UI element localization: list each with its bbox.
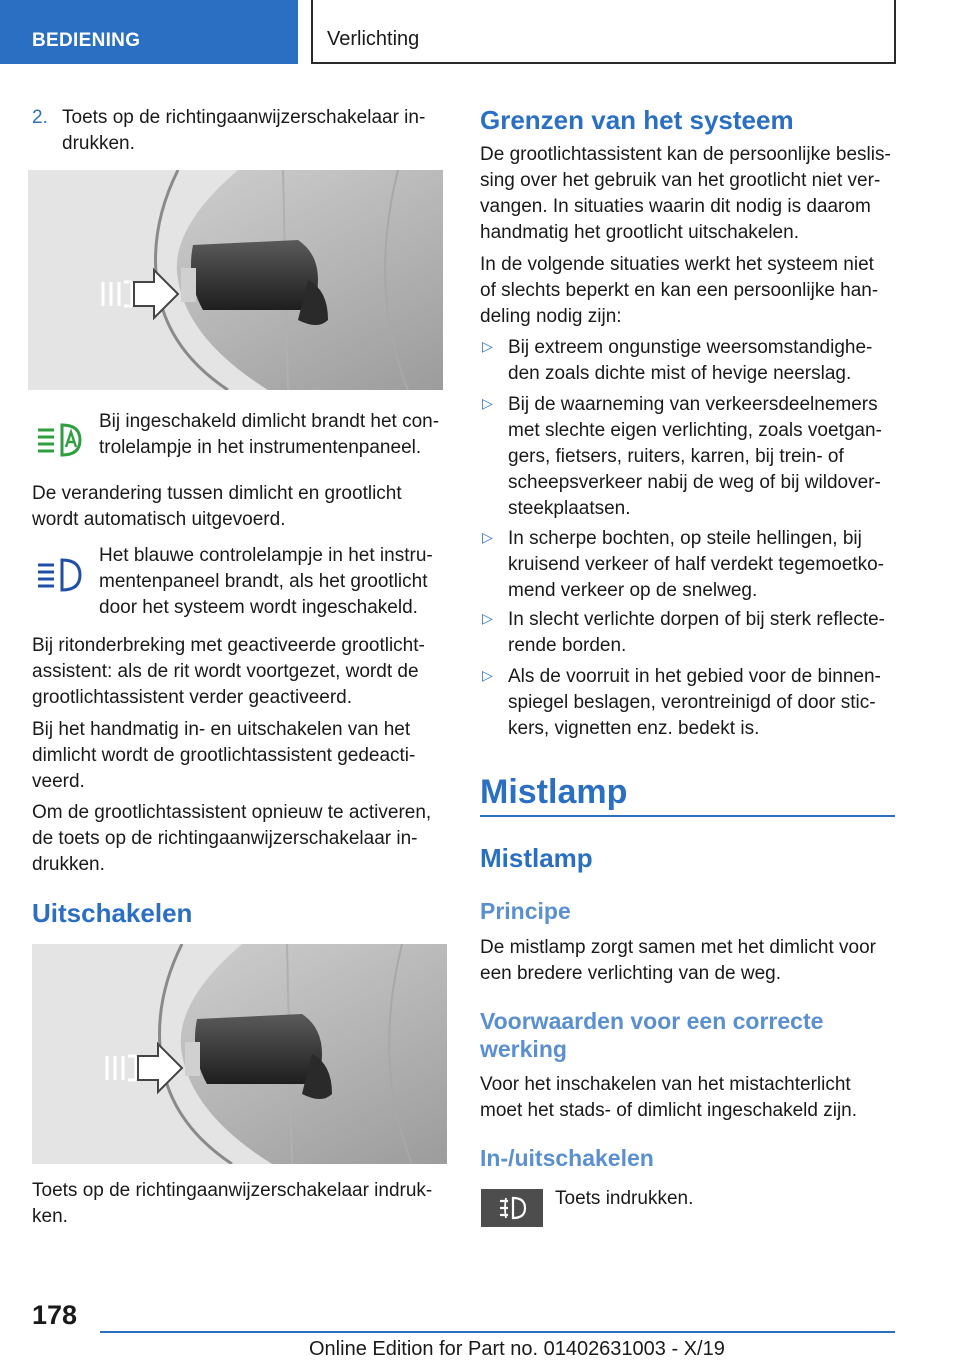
paragraph-line: of slechts beperkt en kan een persoonlijke han‐ bbox=[480, 280, 879, 301]
heading-on-off: In-/uitschakelen bbox=[480, 1145, 654, 1171]
fog-light-icon bbox=[481, 1189, 543, 1227]
list-item-line: Als de voorruit in het gebied voor de binnen‐ bbox=[508, 666, 881, 687]
stalk-switch-photo bbox=[28, 170, 443, 390]
paragraph-line: Om de grootlichtassistent opnieuw te activeren, bbox=[32, 802, 432, 823]
edition-note: Online Edition for Part no. 01402631003 - X/19 bbox=[309, 1338, 725, 1360]
indicator-text: Het blauwe controlelampje in het instru‐ bbox=[99, 545, 433, 566]
paragraph-line: assistent: als de rit wordt voortgezet, wordt de bbox=[32, 661, 419, 682]
heading-switch-off: Uitschakelen bbox=[32, 898, 193, 928]
heading-system-limits: Grenzen van het systeem bbox=[480, 105, 794, 135]
bullet-triangle-icon: ▷ bbox=[482, 667, 493, 683]
list-item-line: Bij de waarneming van verkeersdeelnemers bbox=[508, 394, 878, 415]
footer-rule bbox=[100, 1331, 895, 1333]
list-item-line: rende borden. bbox=[508, 635, 627, 656]
paragraph-line: Voor het inschakelen van het mistachterlicht bbox=[480, 1074, 851, 1095]
bullet-triangle-icon: ▷ bbox=[482, 529, 493, 545]
chapter-title: Verlichting bbox=[327, 28, 420, 50]
page-number: 178 bbox=[32, 1300, 78, 1330]
high-beam-indicator-icon bbox=[36, 557, 84, 593]
bullet-triangle-icon: ▷ bbox=[482, 395, 493, 411]
section-title: BEDIENING bbox=[32, 30, 141, 51]
auto-high-beam-icon bbox=[36, 422, 84, 458]
heading-principle: Principe bbox=[480, 898, 571, 924]
section-heading-foglamp: Mistlamp bbox=[480, 843, 593, 873]
paragraph-line: moet het stads- of dimlicht ingeschakeld zijn. bbox=[480, 1100, 858, 1121]
stalk-switch-illustration bbox=[32, 944, 447, 1164]
step-line: Toets op de richtingaanwijzerschakelaar in‐ bbox=[62, 107, 426, 128]
indicator-text: door het systeem wordt ingeschakeld. bbox=[99, 597, 418, 618]
paragraph-line: wordt automatisch uitgevoerd. bbox=[32, 509, 286, 530]
bullet-triangle-icon: ▷ bbox=[482, 610, 493, 626]
step-number: 2. bbox=[32, 107, 48, 128]
paragraph-line: een bredere verlichting van de weg. bbox=[480, 963, 782, 984]
paragraph-line: de toets op de richtingaanwijzerschakelaar in‐ bbox=[32, 828, 418, 849]
fog-light-button bbox=[481, 1189, 543, 1227]
paragraph-line: handmatig het grootlicht uitschakelen. bbox=[480, 222, 799, 243]
paragraph-line: veerd. bbox=[32, 771, 85, 792]
paragraph-line: drukken. bbox=[32, 854, 105, 875]
heading-conditions: werking bbox=[480, 1036, 567, 1062]
indicator-text: trolelampje in het instrumentenpaneel. bbox=[99, 437, 422, 458]
indicator-text: Bij ingeschakeld dimlicht brandt het con‐ bbox=[99, 411, 440, 432]
list-item-line: den zoals dichte mist of hevige neerslag. bbox=[508, 363, 852, 384]
chapter-heading-foglamp: Mistlamp bbox=[480, 773, 628, 811]
list-item-line: In slecht verlichte dorpen of bij sterk reflecte‐ bbox=[508, 609, 886, 630]
paragraph-line: vangen. In situaties waarin dit nodig is daarom bbox=[480, 196, 871, 217]
indicator-text: mentenpaneel brandt, als het grootlicht bbox=[99, 571, 428, 592]
list-item-line: met slechte eigen verlichting, zoals voetgan‐ bbox=[508, 420, 882, 441]
paragraph-line: De verandering tussen dimlicht en grootlicht bbox=[32, 483, 402, 504]
paragraph-line: sing over het gebruik van het grootlicht niet ver‐ bbox=[480, 170, 881, 191]
paragraph-line: deling nodig zijn: bbox=[480, 306, 622, 327]
step-line: drukken. bbox=[62, 133, 135, 154]
list-item-line: steekplaatsen. bbox=[508, 498, 631, 519]
list-item-line: gers, fietsers, ruiters, karren, bij trein- of bbox=[508, 446, 844, 467]
paragraph-line: De grootlichtassistent kan de persoonlijke beslis‐ bbox=[480, 144, 891, 165]
list-item-line: spiegel beslagen, verontreinigd of door stic‐ bbox=[508, 692, 876, 713]
list-item-line: scheepsverkeer nabij de weg of bij wildover‐ bbox=[508, 472, 881, 493]
paragraph-line: Toets op de richtingaanwijzerschakelaar indruk‐ bbox=[32, 1180, 433, 1201]
list-item-line: In scherpe bochten, op steile hellingen, bij bbox=[508, 528, 862, 549]
list-item-line: Bij extreem ongunstige weersomstandighe‐ bbox=[508, 337, 873, 358]
paragraph-line: Bij het handmatig in- en uitschakelen van het bbox=[32, 719, 411, 740]
paragraph-line: dimlicht wordt de grootlichtassistent gedeacti‐ bbox=[32, 745, 416, 766]
paragraph-line: In de volgende situaties werkt het systeem niet bbox=[480, 254, 874, 275]
paragraph-line: grootlichtassistent verder geactiveerd. bbox=[32, 687, 352, 708]
stalk-switch-photo bbox=[32, 944, 447, 1164]
paragraph-line: Bij ritonderbreking met geactiveerde grootlicht‐ bbox=[32, 635, 425, 656]
paragraph-line: De mistlamp zorgt samen met het dimlicht voor bbox=[480, 937, 876, 958]
paragraph-line: ken. bbox=[32, 1206, 68, 1227]
stalk-switch-illustration bbox=[28, 170, 443, 390]
section-tab bbox=[0, 0, 298, 64]
chapter-rule bbox=[480, 815, 895, 817]
heading-conditions: Voorwaarden voor een correcte bbox=[480, 1008, 824, 1034]
paragraph-line: Toets indrukken. bbox=[555, 1188, 694, 1209]
bullet-triangle-icon: ▷ bbox=[482, 338, 493, 354]
list-item-line: kers, vignetten enz. bedekt is. bbox=[508, 718, 760, 739]
list-item-line: kruisend verkeer of half verdekt tegemoetko‐ bbox=[508, 554, 884, 575]
chapter-box bbox=[311, 0, 896, 64]
list-item-line: mend verkeer op de snelweg. bbox=[508, 580, 758, 601]
